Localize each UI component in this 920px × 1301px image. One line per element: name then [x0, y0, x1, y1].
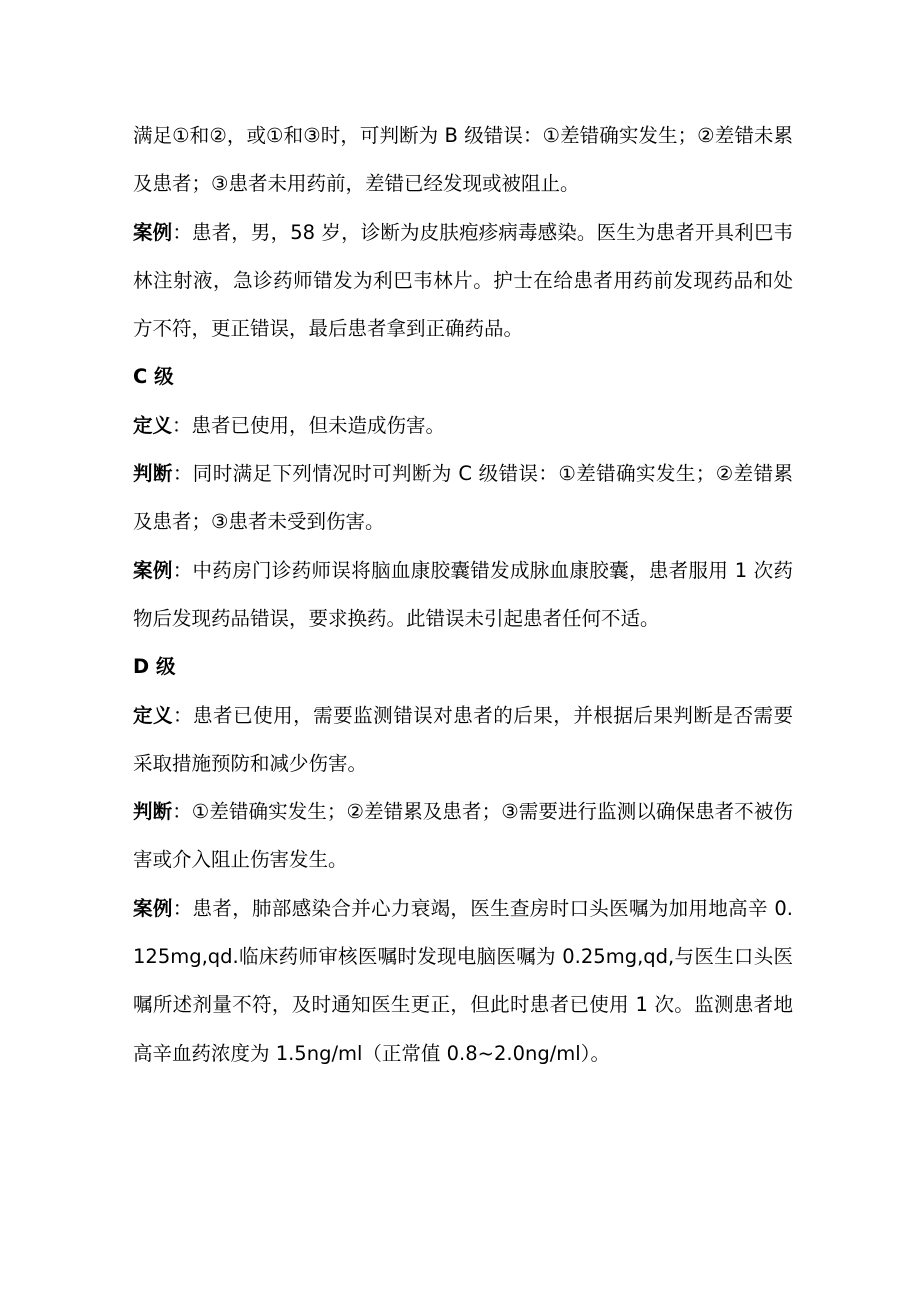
b-level-case-text: ：患者，男，58 岁，诊断为皮肤疱疹病毒感染。医生为患者开具利巴韦林注射液，急诊药师错发为利巴韦林片。护士在给患者用药前发现药品和处方不符，更正错误，最后患者拿到正确药品。: [133, 220, 793, 341]
d-level-definition-text: ：患者已使用，需要监测错误对患者的后果，并根据后果判断是否需要采取措施预防和减少伤害。: [133, 703, 793, 775]
b-level-judgment-continuation: [133, 112, 793, 209]
c-level-case-label: 案例: [133, 558, 173, 582]
d-level-case-text: ：患者，肺部感染合并心力衰竭，医生查房时口头医嘱为加用地高辛 0.125mg,qd.临床药师审核医嘱时发现电脑医嘱为 0.25mg,qd,与医生口头医嘱所述剂量不符，及时通知医生更正，但此时患者已使用 1 次。监测患者地高辛血药浓度为 1.5ng/ml（正常值 0.8~2.0ng/ml）。: [133, 896, 793, 1065]
c-level-definition-text: ：患者已使用，但未造成伤害。: [172, 413, 446, 437]
d-level-definition-label: 定义: [133, 703, 174, 727]
c-level-case: [133, 547, 793, 644]
c-level-judgment-label: 判断: [133, 462, 173, 486]
b-level-case: [133, 209, 793, 354]
c-level-case-text: ：中药房门诊药师误将脑血康胶囊错发成脉血康胶囊，患者服用 1 次药物后发现药品错误，要求换药。此错误未引起患者任何不适。: [133, 558, 793, 630]
d-level-heading: D 级: [133, 655, 176, 679]
b-level-case-label: 案例: [133, 220, 173, 244]
d-level-judgment-label: 判断: [133, 800, 173, 824]
d-level-judgment-text: ：①差错确实发生；②差错累及患者；③需要进行监测以确保患者不被伤害或介入阻止伤害发生。: [133, 800, 793, 872]
document-page: [133, 112, 793, 1078]
d-level-definition: [133, 692, 793, 789]
c-level-definition-label: 定义: [133, 413, 173, 437]
b-level-judgment-text: 满足①和②，或①和③时，可判断为 B 级错误：①差错确实发生；②差错未累及患者；③患者未用药前，差错已经发现或被阻止。: [133, 124, 793, 196]
d-level-judgment: [133, 788, 793, 885]
d-level-case-label: 案例: [133, 896, 173, 920]
c-level-judgment: [133, 450, 793, 547]
d-level-case: [133, 885, 793, 1078]
c-level-definition: [133, 402, 793, 450]
c-level-heading: C 级: [133, 365, 174, 389]
c-level-judgment-text: ：同时满足下列情况时可判断为 C 级错误：①差错确实发生；②差错累及患者；③患者未受到伤害。: [133, 462, 793, 534]
